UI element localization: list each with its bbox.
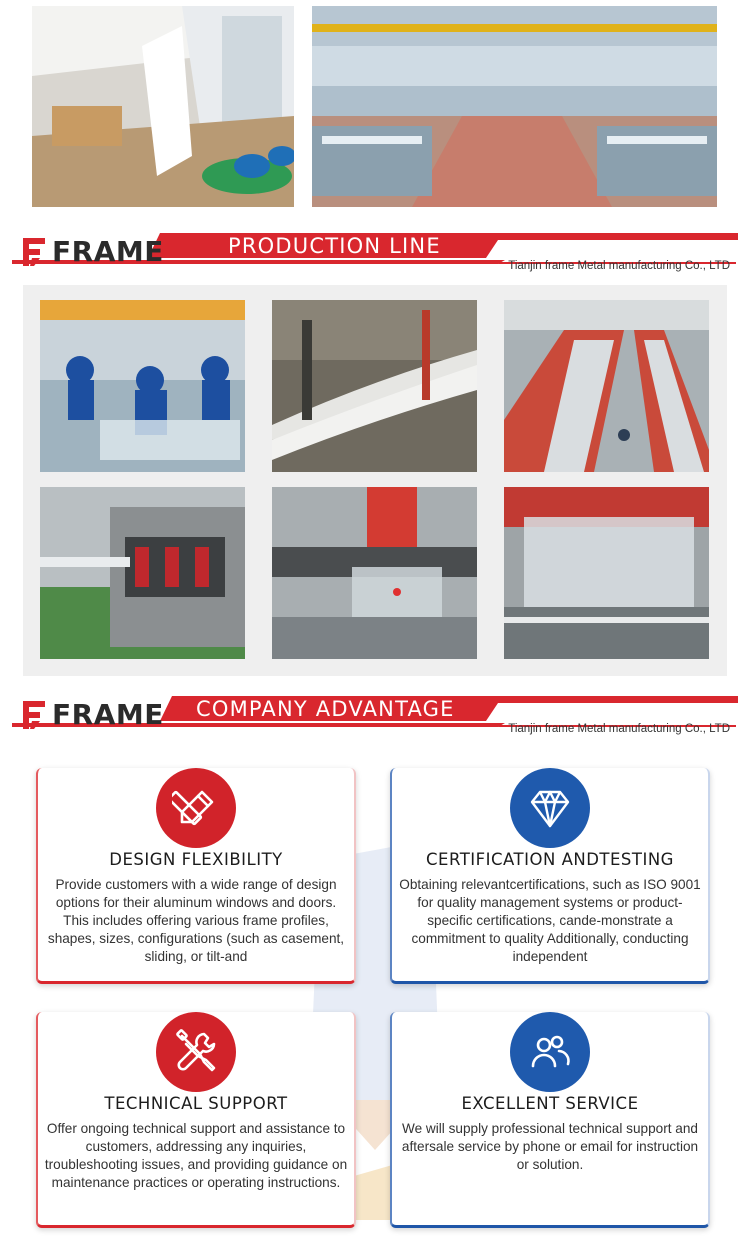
workers-glass-assembly-photo: [40, 300, 245, 472]
section-title: COMPANY ADVANTAGE: [196, 697, 455, 721]
logo-text: FRAME: [52, 698, 164, 731]
card-excellent-service: [390, 1012, 710, 1228]
saw-machine-photo: [272, 487, 477, 659]
production-line-banner: [0, 230, 750, 282]
diamond-icon: [526, 784, 574, 832]
frame-logo: [20, 698, 164, 731]
card-icon-circle: [510, 768, 590, 848]
frame-logo-icon: [20, 236, 48, 268]
logo-text: FRAME: [52, 235, 164, 268]
card-body: Offer ongoing technical support and assistance to customers, addressing any inquiries, troubleshooting issues, and providing guidance on maintenance practices or operating instructions.: [44, 1121, 348, 1190]
production-gallery: [23, 285, 727, 676]
frame-logo-icon: [20, 699, 48, 731]
extrusion-line-photo: [504, 300, 709, 472]
card-icon-circle: [510, 1012, 590, 1092]
card-body: We will supply professional technical support and aftersale service by phone or email for instruction or solution.: [401, 1121, 699, 1172]
card-design-flexibility: [36, 768, 356, 984]
ruler-pencil-icon: [172, 784, 220, 832]
card-body: Provide customers with a wide range of design options for their aluminum windows and doors. This includes offering various frame profiles, shapes, sizes, configurations (such as casement, sliding, or tilt-and: [47, 877, 345, 964]
card-title: TECHNICAL SUPPORT: [104, 1094, 288, 1113]
profile-cutting-photo: [504, 487, 709, 659]
card-technical-support: [36, 1012, 356, 1228]
card-icon-circle: [156, 1012, 236, 1092]
card-title: CERTIFICATION ANDTESTING: [426, 850, 674, 869]
card-certification-testing: [390, 768, 710, 984]
section-title: PRODUCTION LINE: [228, 234, 441, 258]
card-title: EXCELLENT SERVICE: [461, 1094, 639, 1113]
cutting-machine-photo: [40, 487, 245, 659]
office-interior-photo: [32, 6, 294, 207]
factory-hall-photo: [312, 6, 717, 207]
company-advantage-banner: [0, 693, 750, 745]
card-body: Obtaining relevantcertifications, such as ISO 9001 for quality management systems or product-specific certifications, cande-monstrate a commitment to quality Additionally, conducting independent: [399, 877, 701, 964]
card-title: DESIGN FLEXIBILITY: [109, 850, 283, 869]
frame-logo: [20, 235, 164, 268]
wrench-screwdriver-icon: [172, 1028, 220, 1076]
company-name: Tianjin frame Metal manufacturing Co., LTD: [508, 260, 730, 272]
profile-rack-photo: [272, 300, 477, 472]
card-icon-circle: [156, 768, 236, 848]
users-icon: [526, 1028, 574, 1076]
company-name: Tianjin frame Metal manufacturing Co., LTD: [508, 723, 730, 735]
